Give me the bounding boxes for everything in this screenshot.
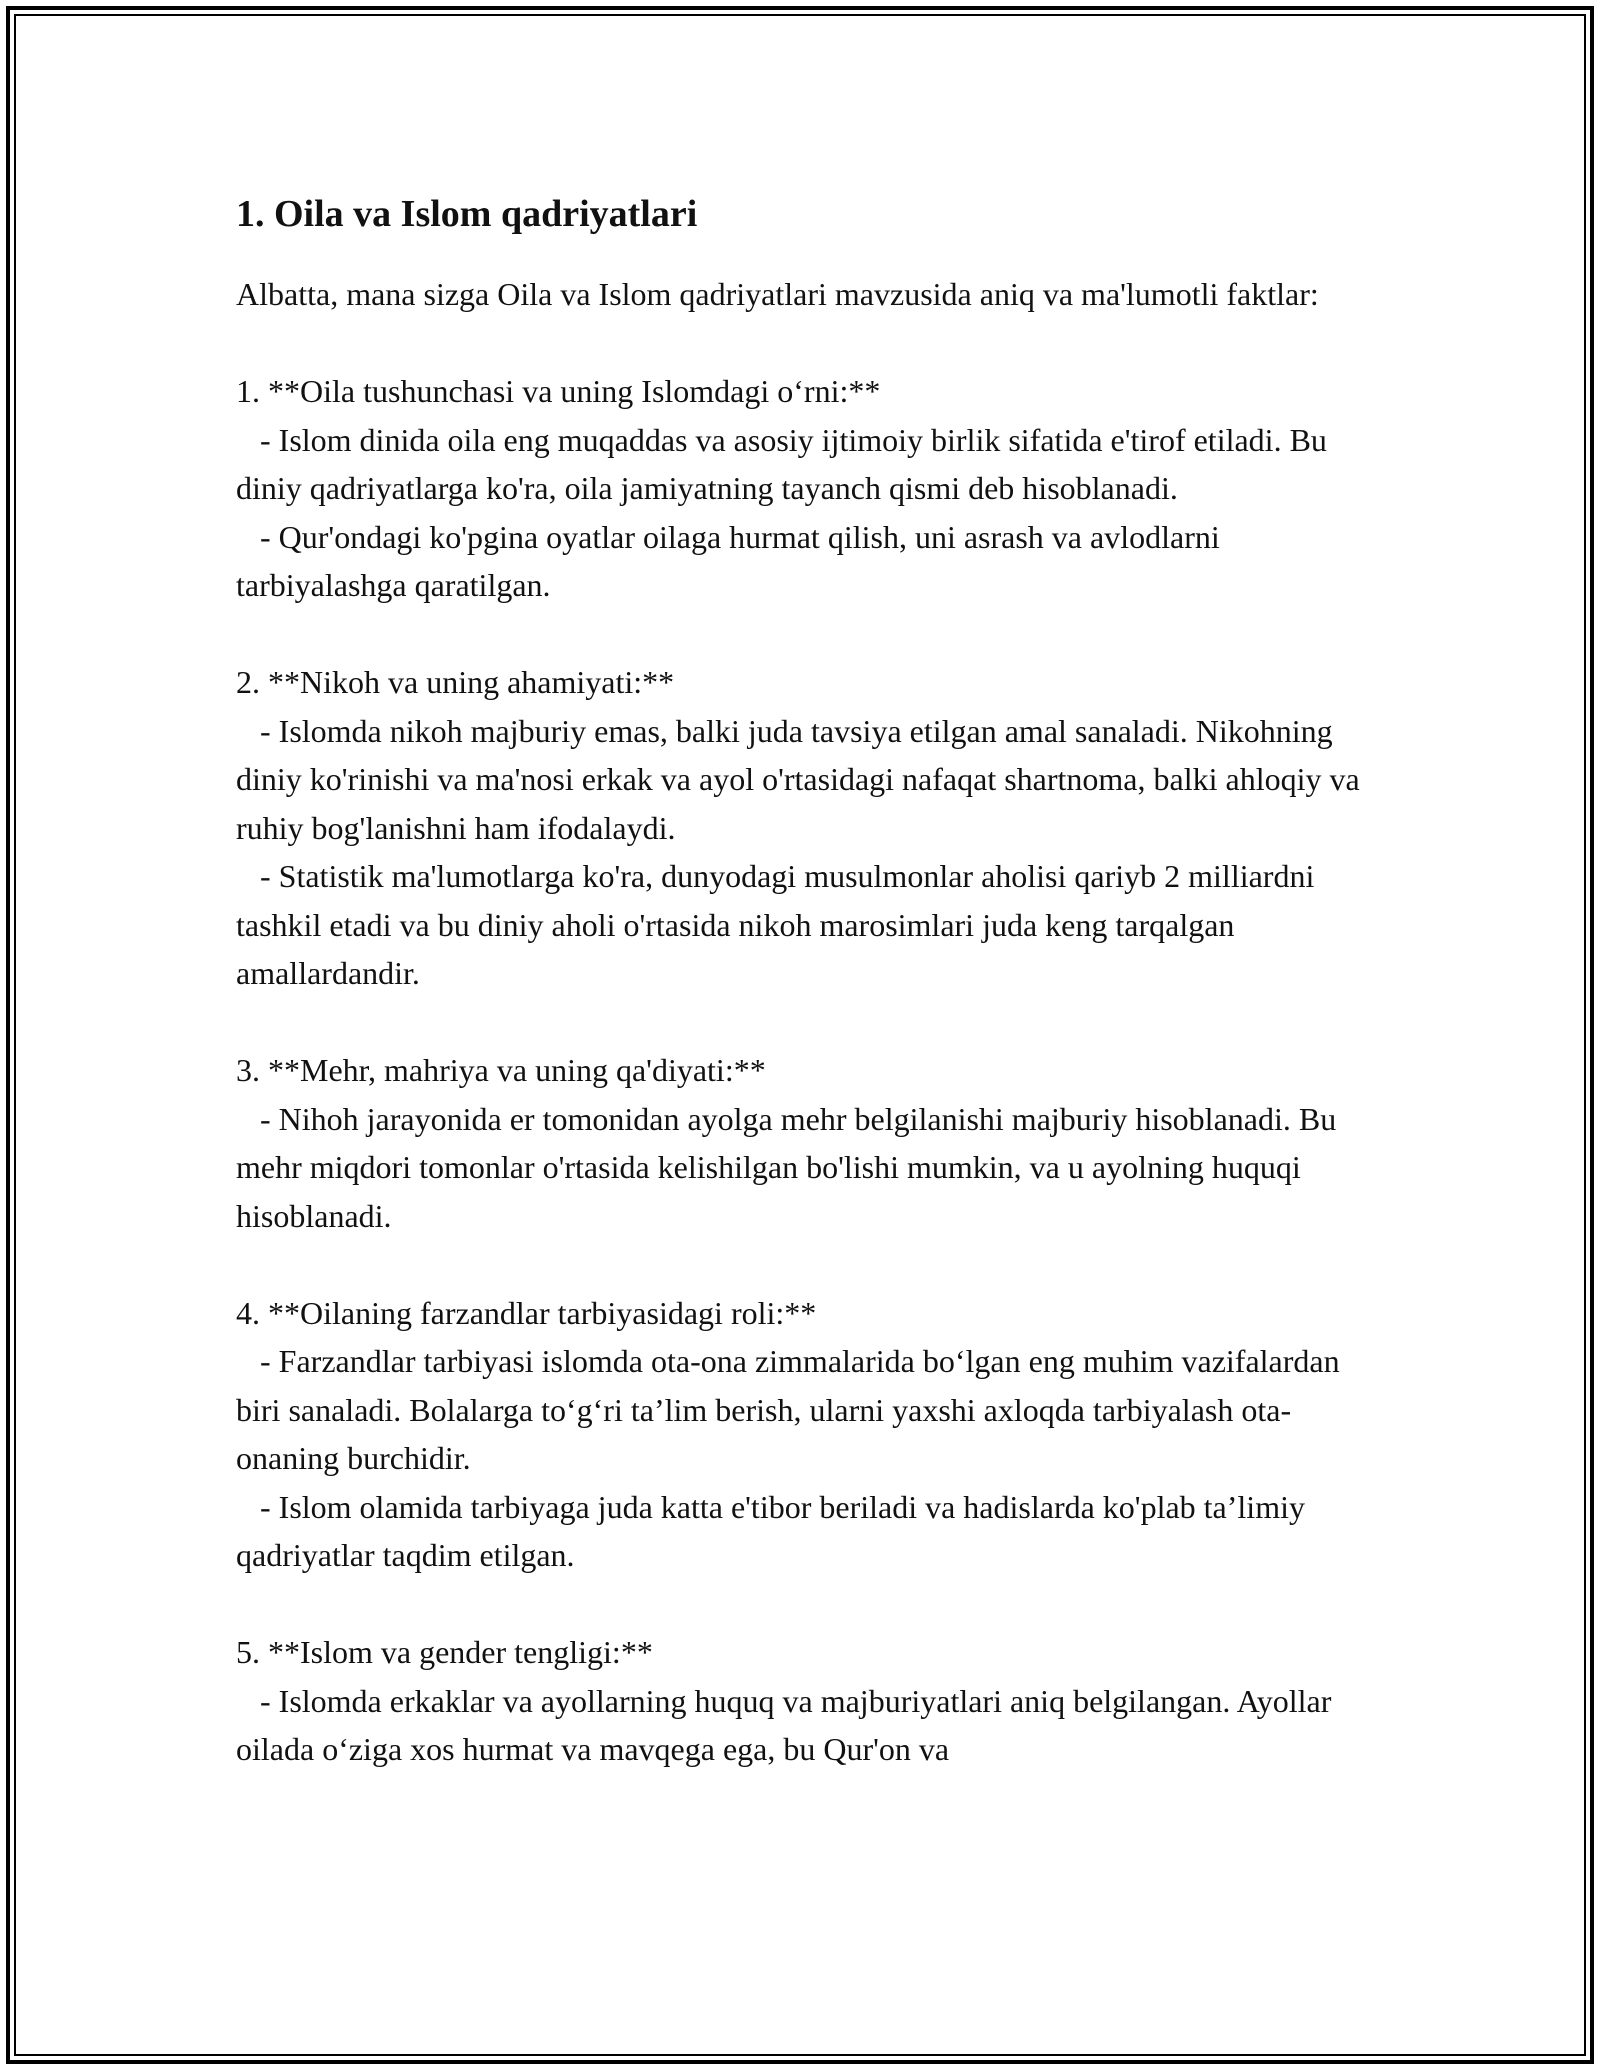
section-bullet: - Islomda erkaklar va ayollarning huquq va majburiyatlari aniq belgilangan. Ayollar oilada o‘ziga xos hurmat va mavqega ega, bu Qur'on va: [236, 1682, 1340, 1767]
document-body: [236, 186, 1386, 1822]
section-bullet: - Islomda nikoh majburiy emas, balki juda tavsiya etilgan amal sanaladi. Nikohning diniy ko'rinishi va ma'nosi erkak va ayol o'rtasidagi nafaqat shartnoma, balki ahloqiy va ruhiy bog'lanishni ham ifodalaydi.: [236, 712, 1368, 846]
list-item: [236, 658, 1386, 998]
section-heading: 2. **Nikoh va uning ahamiyati:**: [236, 664, 675, 700]
intro-paragraph: Albatta, mana sizga Oila va Islom qadriyatlari mavzusida aniq va ma'lumotli faktlar:: [236, 276, 1319, 312]
section-bullet: - Nihoh jarayonida er tomonidan ayolga mehr belgilanishi majburiy hisoblanadi. Bu mehr miqdori tomonlar o'rtasida kelishilgan bo'lishi mumkin, va u ayolning huquqi hisoblanadi.: [236, 1100, 1345, 1234]
section-bullet: - Farzandlar tarbiyasi islomda ota-ona zimmalarida bo‘lgan eng muhim vazifalardan biri sanaladi. Bolalarga to‘g‘ri ta’lim berish, ularni yaxshi axloqda tarbiyalash ota-onaning burchidir.: [236, 1343, 1348, 1476]
sections-list: [236, 367, 1386, 1774]
section-heading: 1. **Oila tushunchasi va uning Islomdagi o‘rni:**: [236, 373, 881, 409]
document-title: 1. Oila va Islom qadriyatlari: [236, 193, 698, 235]
section-bullet: - Islom dinida oila eng muqaddas va asosiy ijtimoiy birlik sifatida e'tirof etiladi. Bu diniy qadriyatlarga ko'ra, oila jamiyatning tayanch qismi deb hisoblanadi.: [236, 421, 1335, 506]
section-heading: 4. **Oilaning farzandlar tarbiyasidagi roli:**: [236, 1294, 817, 1331]
section-bullet: - Islom olamida tarbiyaga juda katta e'tibor beriladi va hadislarda ko'plab ta’limiy qadriyatlar taqdim etilgan.: [236, 1488, 1313, 1573]
list-item: [236, 1628, 1386, 1774]
list-item: [236, 367, 1386, 610]
section-bullet: - Qur'ondagi ko'pgina oyatlar oilaga hurmat qilish, uni asrash va avlodlarni tarbiyalashga qaratilgan.: [236, 518, 1228, 603]
list-item: [236, 1046, 1386, 1240]
list-item: [236, 1289, 1386, 1580]
section-bullet: - Statistik ma'lumotlarga ko'ra, dunyodagi musulmonlar aholisi qariyb 2 milliardni tashkil etadi va bu diniy aholi o'rtasida nikoh marosimlari juda keng tarqalgan amallardandir.: [236, 858, 1323, 991]
section-heading: 3. **Mehr, mahriya va uning qa'diyati:**: [236, 1052, 766, 1088]
section-heading: 5. **Islom va gender tengligi:**: [236, 1634, 653, 1670]
